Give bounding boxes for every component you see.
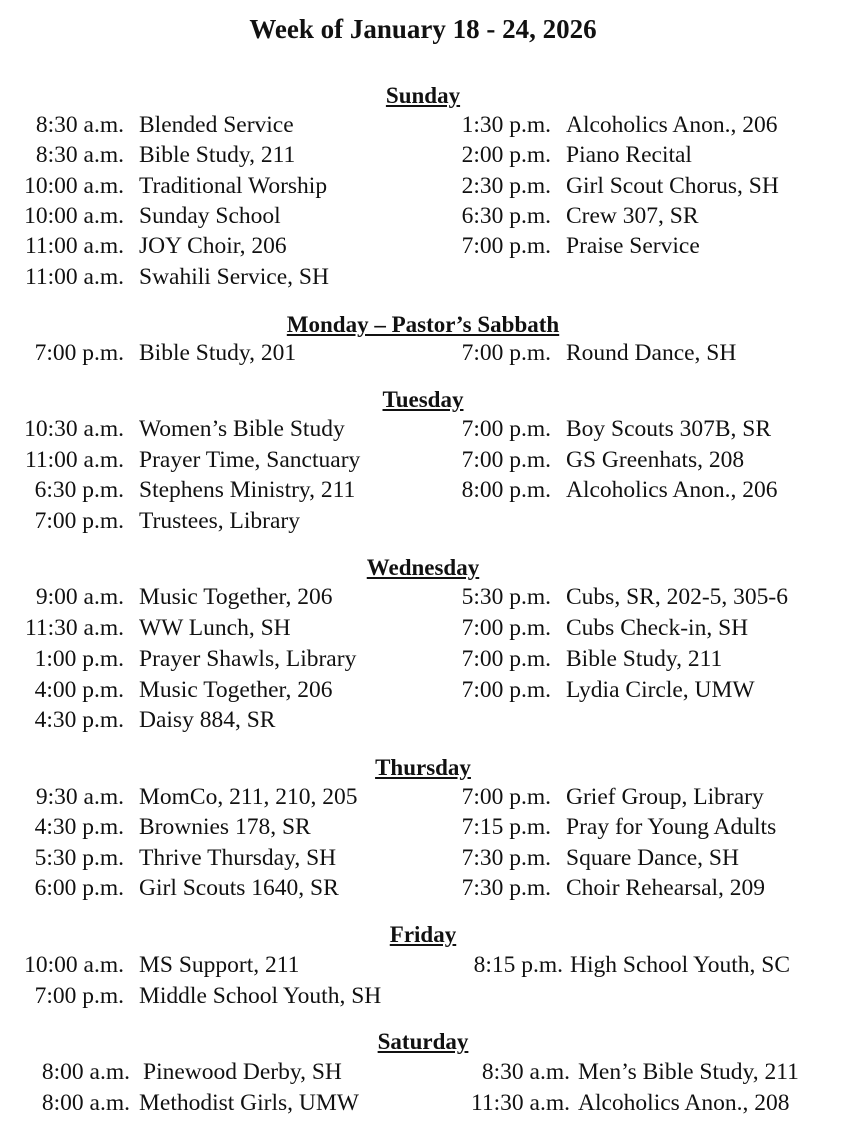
- schedule-row: [0, 414, 846, 444]
- event-name: Pinewood Derby, SH: [143, 1059, 342, 1085]
- event-name: WW Lunch, SH: [139, 615, 291, 641]
- event-name: Blended Service: [139, 112, 294, 138]
- day-heading-tuesday: Tuesday: [382, 387, 464, 412]
- schedule-row: [0, 506, 846, 536]
- event-time: 7:00 p.m.: [461, 615, 551, 641]
- event-time: 11:30 a.m.: [471, 1090, 570, 1116]
- schedule-row: [0, 1088, 846, 1118]
- schedule-row: [0, 1057, 846, 1087]
- schedule-row: [0, 262, 846, 292]
- event-name: Round Dance, SH: [566, 340, 737, 366]
- event-name: Stephens Ministry, 211: [139, 477, 356, 503]
- event-time: 10:00 a.m.: [24, 173, 124, 199]
- event-time: 6:30 p.m.: [34, 477, 124, 503]
- schedule-row: [0, 140, 846, 170]
- event-name: Girl Scout Chorus, SH: [566, 173, 779, 199]
- schedule-row: [0, 644, 846, 674]
- event-name: Pray for Young Adults: [566, 814, 777, 840]
- event-name: Music Together, 206: [139, 584, 333, 610]
- event-time: 7:15 p.m.: [461, 814, 551, 840]
- schedule-row: [0, 705, 846, 735]
- event-time: 8:00 a.m.: [41, 1090, 130, 1116]
- event-name: Traditional Worship: [139, 173, 328, 199]
- day-heading-saturday: Saturday: [377, 1029, 469, 1054]
- event-name: Bible Study, 211: [566, 646, 723, 672]
- day-heading-thursday: Thursday: [375, 755, 471, 780]
- event-time: 8:30 a.m.: [481, 1059, 570, 1085]
- event-name: Thrive Thursday, SH: [139, 845, 337, 871]
- schedule-row: [0, 475, 846, 505]
- schedule-row: [0, 582, 846, 612]
- event-name: JOY Choir, 206: [139, 233, 287, 259]
- event-name: Music Together, 206: [139, 677, 333, 703]
- day-heading-wednesday: Wednesday: [366, 555, 480, 580]
- event-time: 7:00 p.m.: [461, 677, 551, 703]
- event-time: 10:00 a.m.: [24, 203, 124, 229]
- event-name: MomCo, 211, 210, 205: [139, 784, 358, 810]
- event-time: 7:00 p.m.: [34, 983, 124, 1009]
- event-name: Cubs, SR, 202-5, 305-6: [566, 584, 788, 610]
- event-time: 11:30 a.m.: [25, 615, 124, 641]
- event-time: 4:00 p.m.: [34, 677, 124, 703]
- event-time: 7:00 p.m.: [461, 340, 551, 366]
- event-name: Grief Group, Library: [566, 784, 764, 810]
- schedule-row: [0, 950, 846, 980]
- event-name: Bible Study, 201: [139, 340, 297, 366]
- event-name: Lydia Circle, UMW: [566, 677, 755, 703]
- schedule-row: [0, 110, 846, 140]
- event-name: Praise Service: [566, 233, 700, 259]
- event-time: 10:00 a.m.: [24, 952, 124, 978]
- event-time: 5:30 p.m.: [461, 584, 551, 610]
- event-time: 7:30 p.m.: [461, 845, 551, 871]
- event-name: Girl Scouts 1640, SR: [139, 875, 339, 901]
- schedule-row: [0, 675, 846, 705]
- schedule-row: [0, 613, 846, 643]
- event-time: 11:00 a.m.: [25, 447, 124, 473]
- event-name: Methodist Girls, UMW: [139, 1090, 359, 1116]
- event-name: Boy Scouts 307B, SR: [566, 416, 772, 442]
- event-name: Brownies 178, SR: [139, 814, 311, 840]
- event-time: 7:00 p.m.: [461, 416, 551, 442]
- event-name: Crew 307, SR: [566, 203, 699, 229]
- event-time: 7:00 p.m.: [34, 340, 124, 366]
- day-heading-friday: Friday: [389, 922, 457, 947]
- event-time: 8:15 p.m.: [473, 952, 563, 978]
- schedule-row: [0, 338, 846, 368]
- event-name: Alcoholics Anon., 206: [566, 477, 778, 503]
- event-time: 6:00 p.m.: [34, 875, 124, 901]
- schedule-row: [0, 782, 846, 812]
- event-time: 8:30 a.m.: [35, 142, 124, 168]
- event-name: Middle School Youth, SH: [139, 983, 382, 1009]
- schedule-row: [0, 231, 846, 261]
- event-name: MS Support, 211: [139, 952, 300, 978]
- event-time: 7:00 p.m.: [461, 233, 551, 259]
- event-time: 4:30 p.m.: [34, 814, 124, 840]
- event-time: 1:00 p.m.: [34, 646, 124, 672]
- event-time: 2:00 p.m.: [461, 142, 551, 168]
- event-name: Bible Study, 211: [139, 142, 296, 168]
- event-name: Sunday School: [139, 203, 281, 229]
- event-name: Swahili Service, SH: [139, 264, 329, 290]
- event-time: 2:30 p.m.: [461, 173, 551, 199]
- event-name: Trustees, Library: [139, 508, 301, 534]
- event-name: GS Greenhats, 208: [566, 447, 745, 473]
- event-name: Piano Recital: [566, 142, 692, 168]
- event-time: 8:00 p.m.: [461, 477, 551, 503]
- event-name: Men’s Bible Study, 211: [578, 1059, 799, 1085]
- event-name: Cubs Check-in, SH: [566, 615, 749, 641]
- event-name: Prayer Shawls, Library: [139, 646, 357, 672]
- event-name: Prayer Time, Sanctuary: [139, 447, 361, 473]
- event-time: 7:00 p.m.: [461, 646, 551, 672]
- event-time: 11:00 a.m.: [25, 233, 124, 259]
- event-time: 9:00 a.m.: [35, 584, 124, 610]
- event-name: High School Youth, SC: [570, 952, 791, 978]
- event-time: 8:30 a.m.: [35, 112, 124, 138]
- event-time: 11:00 a.m.: [25, 264, 124, 290]
- event-name: Alcoholics Anon., 206: [566, 112, 778, 138]
- event-time: 9:30 a.m.: [35, 784, 124, 810]
- event-time: 10:30 a.m.: [24, 416, 124, 442]
- event-time: 1:30 p.m.: [461, 112, 551, 138]
- day-heading-sunday: Sunday: [385, 83, 461, 108]
- event-time: 6:30 p.m.: [461, 203, 551, 229]
- schedule-row: [0, 873, 846, 903]
- event-name: Alcoholics Anon., 208: [578, 1090, 790, 1116]
- event-time: 5:30 p.m.: [34, 845, 124, 871]
- event-time: 7:00 p.m.: [461, 784, 551, 810]
- event-time: 8:00 a.m.: [41, 1059, 130, 1085]
- schedule-row: [0, 812, 846, 842]
- event-name: Choir Rehearsal, 209: [566, 875, 766, 901]
- schedule-row: [0, 171, 846, 201]
- schedule-row: [0, 445, 846, 475]
- schedule-row: [0, 981, 846, 1011]
- event-name: Daisy 884, SR: [139, 707, 276, 733]
- event-time: 4:30 p.m.: [34, 707, 124, 733]
- schedule-row: [0, 843, 846, 873]
- event-name: Women’s Bible Study: [139, 416, 345, 442]
- schedule-row: [0, 201, 846, 231]
- page-title: Week of January 18 - 24, 2026: [249, 14, 597, 44]
- day-heading-monday: Monday – Pastor’s Sabbath: [286, 312, 560, 337]
- event-time: 7:30 p.m.: [461, 875, 551, 901]
- event-name: Square Dance, SH: [566, 845, 739, 871]
- event-time: 7:00 p.m.: [34, 508, 124, 534]
- event-time: 7:00 p.m.: [461, 447, 551, 473]
